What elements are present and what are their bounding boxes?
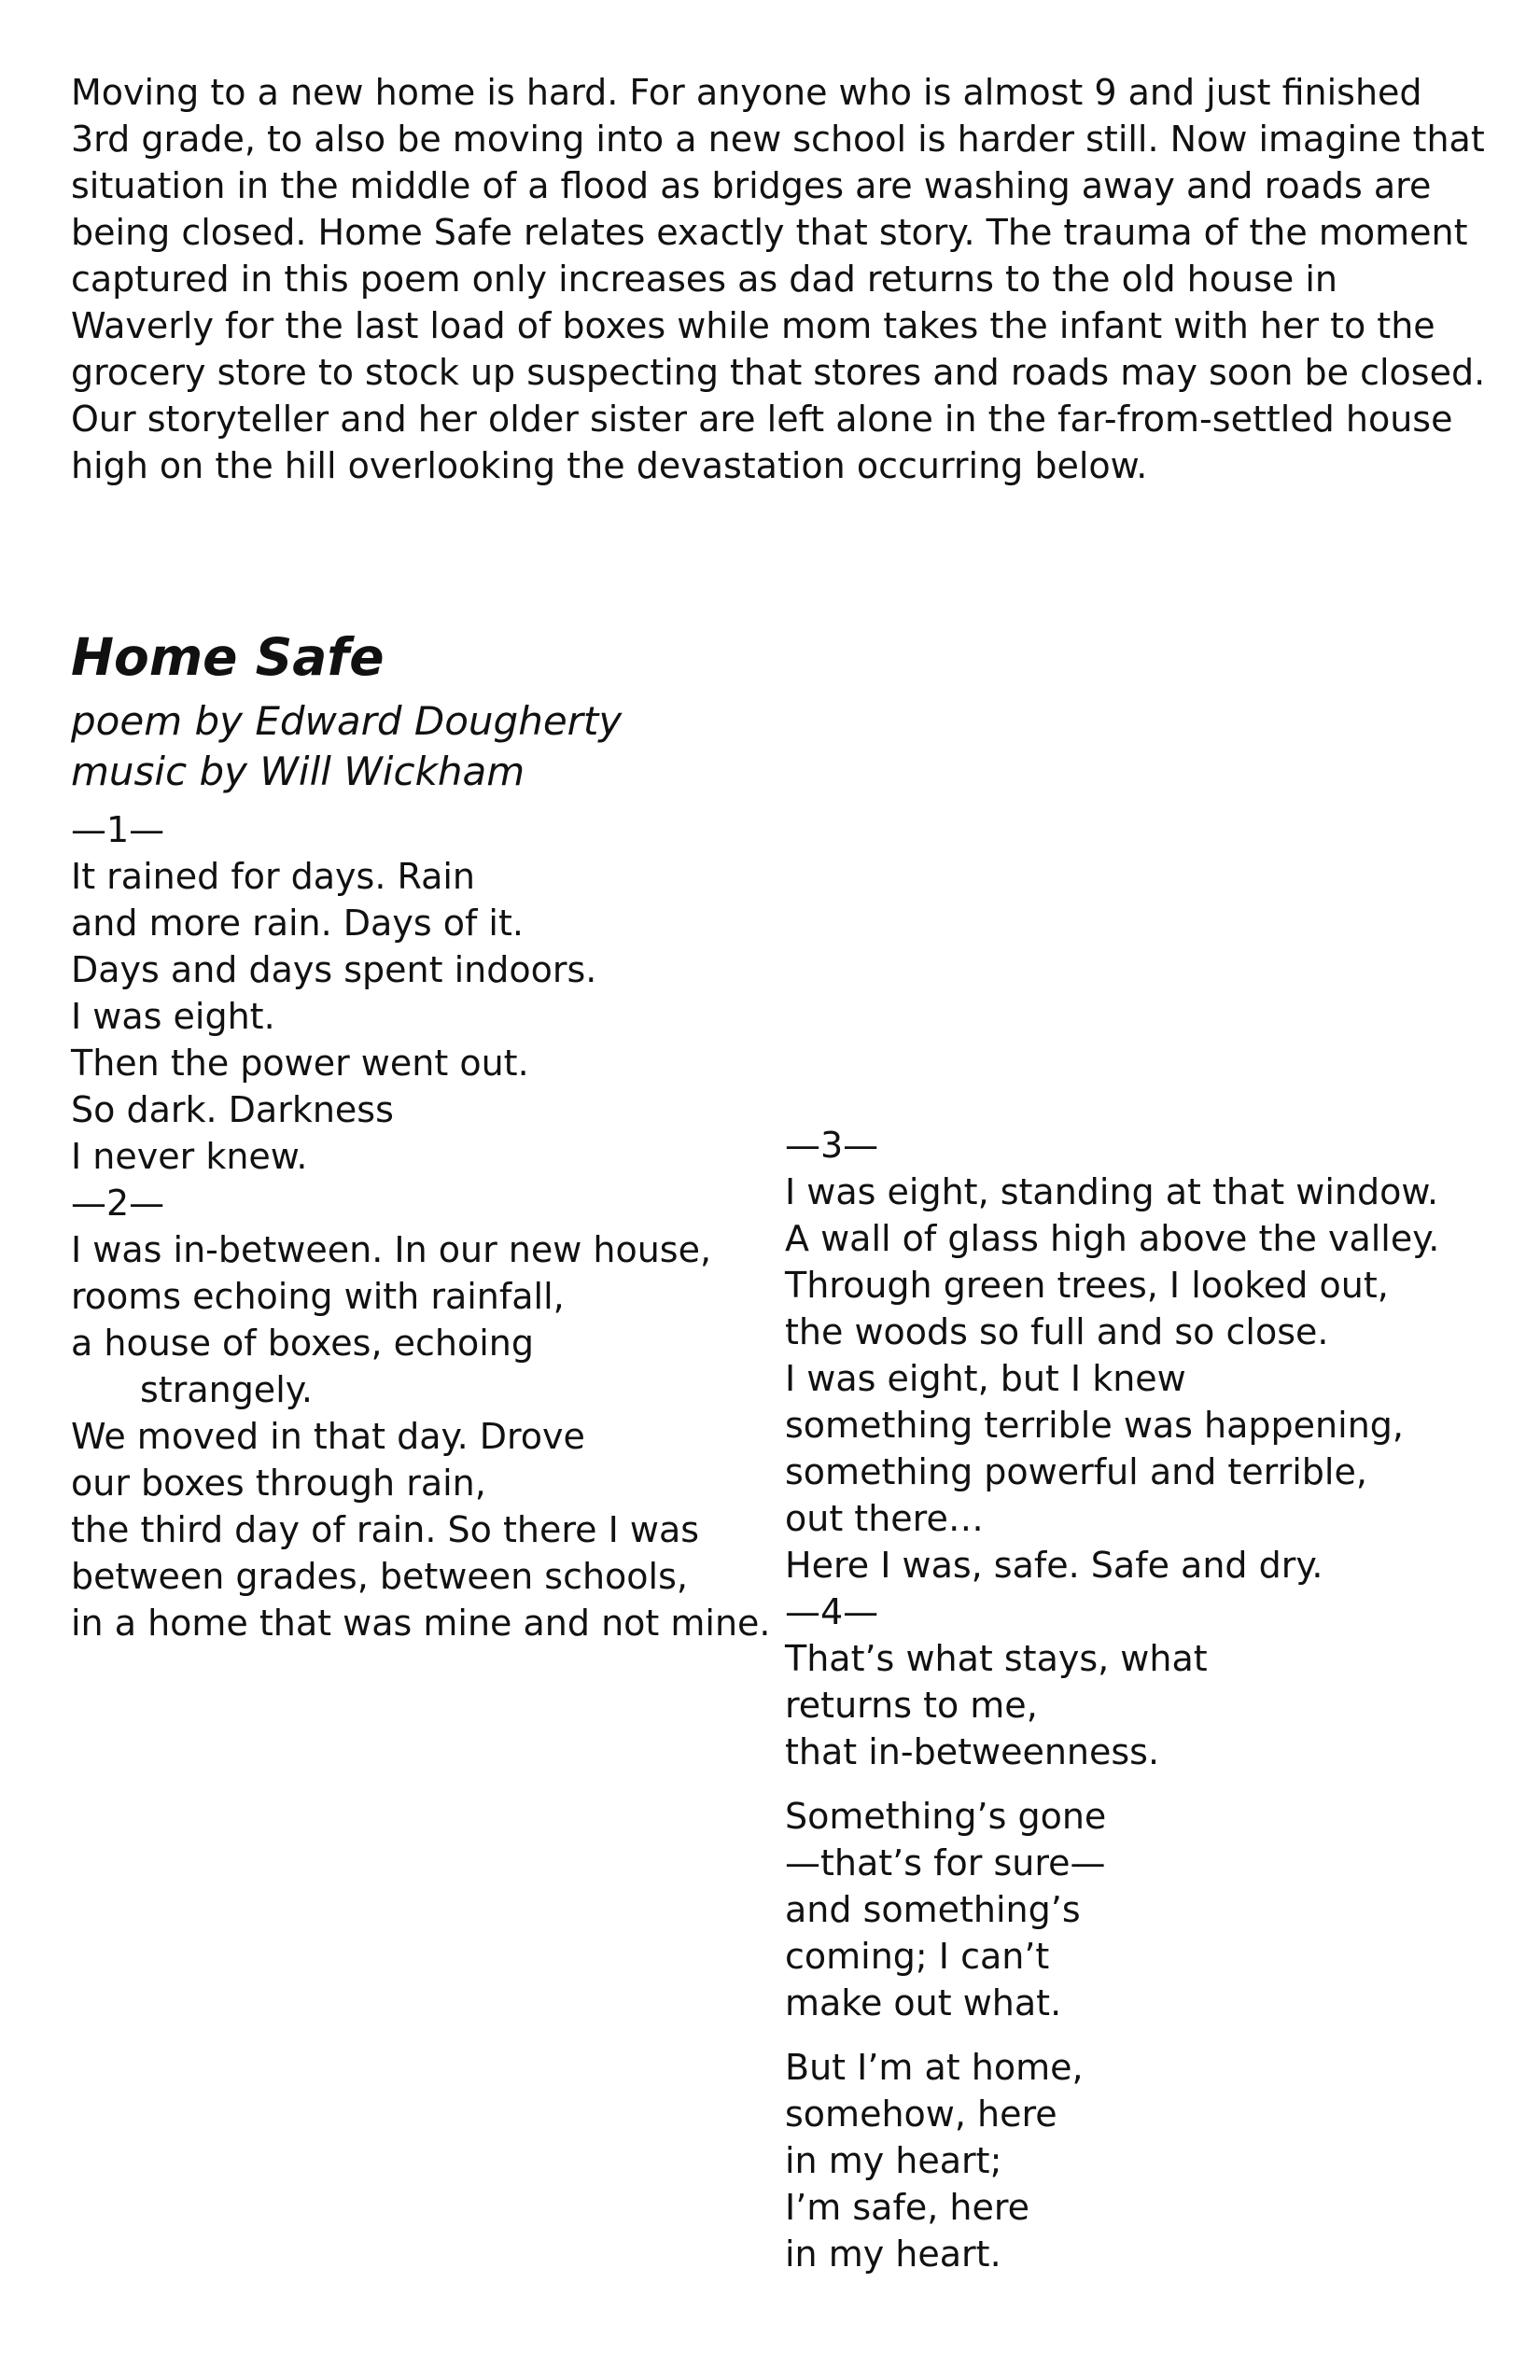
poem-line: in my heart. (785, 2233, 1001, 2275)
poem-line: our boxes through rain, (71, 1463, 486, 1504)
poem-line: I was in-between. In our new house, (71, 1229, 712, 1270)
poem-stanza (785, 1793, 1494, 2026)
poem-line: I was eight, but I knew (785, 1358, 1186, 1399)
poem-line: So dark. Darkness (71, 1089, 394, 1130)
poem-line: in my heart; (785, 2140, 1002, 2181)
poem-line: something powerful and terrible, (785, 1451, 1367, 1492)
poem-stanza (785, 2044, 1494, 2277)
poem-line: But I’m at home, (785, 2047, 1084, 2088)
poem-section-1 (71, 806, 780, 1180)
poem-right-column (785, 1122, 1494, 2277)
poem-section-4 (785, 1589, 1494, 2277)
poem-header (71, 618, 911, 797)
section-marker: —1— (71, 809, 165, 850)
poem-line: Something’s gone (785, 1796, 1107, 1837)
poem-line: coming; I can’t (785, 1936, 1050, 1977)
poem-line: and something’s (785, 1889, 1081, 1930)
music-composer-credit: music by Will Wickham (71, 749, 525, 794)
poem-line: out there… (785, 1498, 984, 1539)
poem-left-column (71, 806, 780, 1646)
poem-line: It rained for days. Rain (71, 856, 475, 897)
poem-line: the woods so full and so close. (785, 1311, 1329, 1352)
poem-line: Through green trees, I looked out, (785, 1265, 1389, 1306)
poem-line: Then the power went out. (71, 1043, 529, 1084)
poem-line: Here I was, safe. Safe and dry. (785, 1545, 1323, 1586)
poem-line: rooms echoing with rainfall, (71, 1276, 565, 1317)
poem-stanza (785, 1635, 1494, 1775)
poem-line: I’m safe, here (785, 2187, 1030, 2228)
poem-line: between grades, between schools, (71, 1556, 688, 1597)
poem-line: We moved in that day. Drove (71, 1416, 585, 1457)
poem-line: make out what. (785, 1982, 1062, 2023)
section-marker: —2— (71, 1183, 165, 1224)
poem-line: in a home that was mine and not mine. (71, 1603, 771, 1644)
section-marker: —3— (785, 1125, 879, 1166)
intro-paragraph: Moving to a new home is hard. For anyone who is almost 9 and just finished 3rd grade, to also be moving into a new school is harder still. Now imagine that situation in the middle of a flood as bridges are washing away and roads are being closed. Home Safe relates exactly that story. The trauma of the moment captured in this poem only increases as dad returns to the old house in Waverly for the last load of boxes while mom takes the infant with her to the grocery store to stock up suspecting that stores and roads may soon be closed. Our storyteller and her older sister are left alone in the far-from-settled house high on the hill overlooking the devastation occurring below. (71, 72, 1486, 486)
poem-line: the third day of rain. So there I was (71, 1509, 700, 1550)
poem-line: Days and days spent indoors. (71, 949, 597, 990)
poem-line: a house of boxes, echoing strangely. (71, 1323, 534, 1410)
poem-line: I never knew. (71, 1136, 308, 1177)
section-marker: —4— (785, 1591, 879, 1632)
poem-author-credit: poem by Edward Dougherty (71, 698, 623, 744)
poem-line: returns to me, (785, 1685, 1038, 1726)
poem-section-2 (71, 1180, 780, 1646)
poem-section-3 (785, 1122, 1494, 1589)
poem-line: That’s what stays, what (785, 1638, 1208, 1679)
poem-title: Home Safe (71, 627, 385, 687)
poem-line: somehow, here (785, 2093, 1057, 2135)
poem-line: that in-betweenness. (785, 1731, 1160, 1772)
poem-line: and more rain. Days of it. (71, 903, 524, 944)
poem-line: A wall of glass high above the valley. (785, 1218, 1440, 1259)
poem-line: I was eight, standing at that window. (785, 1171, 1439, 1212)
poem-line: —that’s for sure— (785, 1842, 1106, 1883)
poem-line: I was eight. (71, 996, 275, 1037)
poem-line: something terrible was happening, (785, 1405, 1404, 1446)
